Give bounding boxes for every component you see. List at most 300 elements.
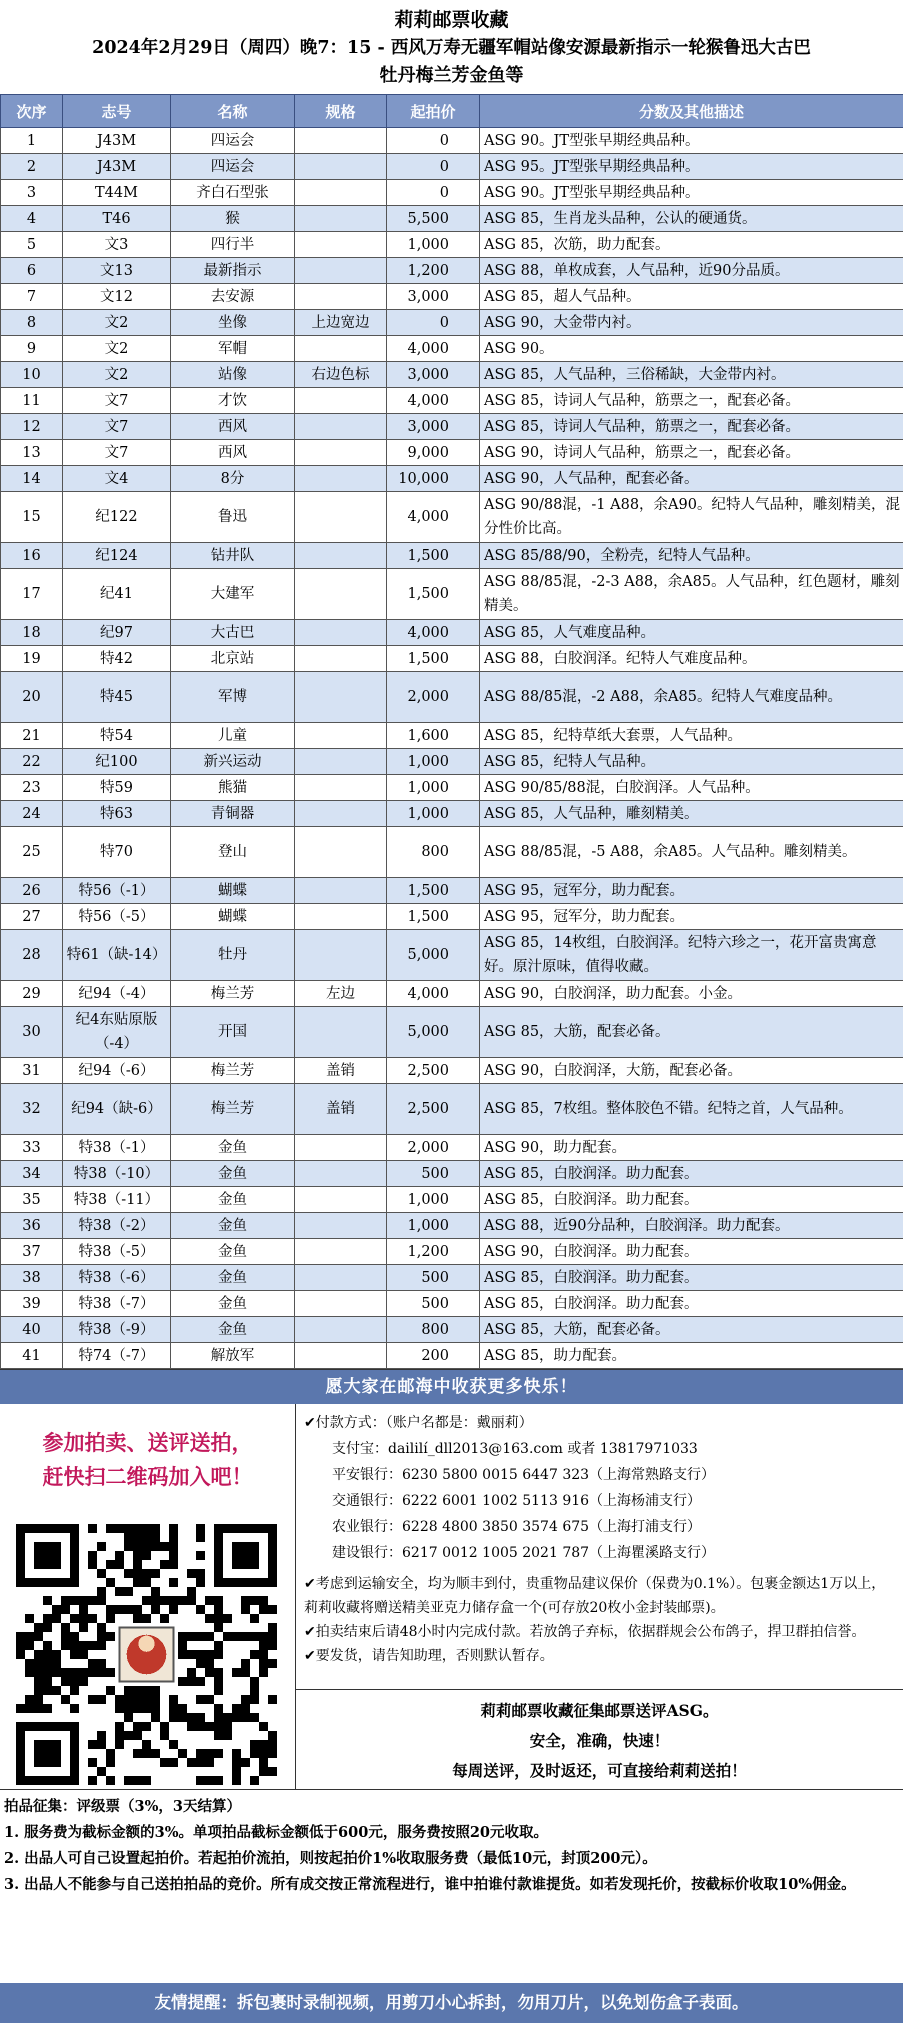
footer-reminder: 友情提醒：拆包裹时录制视频，用剪刀小心拆封，勿用刀片，以免划伤盒子表面。: [0, 1983, 903, 2023]
lot-number-cell: 32: [1, 1084, 63, 1135]
starting-price-cell: 1,000: [387, 801, 480, 827]
collection-notice: [296, 1689, 903, 1789]
stamp-spec-cell: [295, 827, 387, 878]
starting-price-cell: 9,000: [387, 440, 480, 466]
description-cell: ASG 90。JT型张早期经典品种。: [480, 128, 903, 154]
table-row: [1, 232, 903, 258]
note-item: ✔要发货，请告知助理，否则默认暂存。: [304, 1648, 554, 1664]
table-row: [1, 775, 903, 801]
table-row: [1, 1161, 903, 1187]
stamp-name-cell: 登山: [171, 827, 295, 878]
stamp-name-cell: 牡丹: [171, 930, 295, 981]
rule-item: 2. 出品人可自己设置起拍价。若起拍价流拍，则按起拍价1%收取服务费（最低10元，封顶200元）。: [4, 1850, 657, 1867]
column-header: 次序: [1, 95, 63, 128]
lot-number-cell: 19: [1, 646, 63, 672]
stamp-name-cell: 北京站: [171, 646, 295, 672]
banner: 愿大家在邮海中收获更多快乐！: [0, 1369, 903, 1404]
lot-number-cell: 27: [1, 904, 63, 930]
collect-line: 莉莉邮票收藏征集邮票送评ASG。: [480, 1701, 719, 1720]
starting-price-cell: 1,000: [387, 775, 480, 801]
lot-number-cell: 37: [1, 1239, 63, 1265]
stamp-spec-cell: [295, 284, 387, 310]
stamp-spec-cell: [295, 904, 387, 930]
stamp-spec-cell: [295, 878, 387, 904]
stamp-spec-cell: [295, 206, 387, 232]
stamp-code-cell: 特38（-7）: [63, 1291, 171, 1317]
promo-panel: [0, 1404, 296, 1789]
starting-price-cell: 4,000: [387, 492, 480, 543]
starting-price-cell: 1,500: [387, 646, 480, 672]
stamp-spec-cell: [295, 1317, 387, 1343]
lot-number-cell: 5: [1, 232, 63, 258]
stamp-code-cell: J43M: [63, 128, 171, 154]
stamp-name-cell: 钻井队: [171, 543, 295, 569]
column-header: 起拍价: [387, 95, 480, 128]
starting-price-cell: 10,000: [387, 466, 480, 492]
table-row: [1, 1265, 903, 1291]
description-cell: ASG 90。: [480, 336, 903, 362]
description-cell: ASG 85，次筋，助力配套。: [480, 232, 903, 258]
stamp-spec-cell: [295, 723, 387, 749]
stamp-code-cell: 纪124: [63, 543, 171, 569]
lot-number-cell: 3: [1, 180, 63, 206]
table-row: [1, 310, 903, 336]
stamp-code-cell: 纪94（-4）: [63, 981, 171, 1007]
lot-number-cell: 26: [1, 878, 63, 904]
page-header: [0, 0, 903, 94]
stamp-spec-cell: [295, 466, 387, 492]
payment-title: ✔付款方式：（账户名都是：戴丽莉）: [304, 1415, 533, 1431]
stamp-name-cell: 西风: [171, 414, 295, 440]
stamp-code-cell: 文2: [63, 310, 171, 336]
stamp-name-cell: 猴: [171, 206, 295, 232]
page-subtitle-2: 牡丹梅兰芳金鱼等: [379, 65, 524, 86]
bank-account: 平安银行：6230 5800 0015 6447 323（上海常熟路支行）: [332, 1467, 716, 1483]
description-cell: ASG 88，单枚成套，人气品种，近90分品质。: [480, 258, 903, 284]
description-cell: ASG 85，生肖龙头品种，公认的硬通货。: [480, 206, 903, 232]
table-row: [1, 878, 903, 904]
description-cell: ASG 90，助力配套。: [480, 1135, 903, 1161]
lot-number-cell: 30: [1, 1007, 63, 1058]
lot-number-cell: 17: [1, 569, 63, 620]
table-row: [1, 284, 903, 310]
stamp-code-cell: 特38（-5）: [63, 1239, 171, 1265]
lot-number-cell: 8: [1, 310, 63, 336]
collect-line: 安全，准确，快速！: [529, 1731, 670, 1750]
stamp-name-cell: 梅兰芳: [171, 1084, 295, 1135]
lot-number-cell: 23: [1, 775, 63, 801]
description-cell: ASG 85，助力配套。: [480, 1343, 903, 1369]
table-row: [1, 414, 903, 440]
stamp-name-cell: 梅兰芳: [171, 1058, 295, 1084]
starting-price-cell: 200: [387, 1343, 480, 1369]
description-cell: ASG 88/85混，-2-3 A88，余A85。人气品种，红色题材，雕刻精美。: [480, 569, 903, 620]
stamp-code-cell: 特70: [63, 827, 171, 878]
description-cell: ASG 85，人气品种，雕刻精美。: [480, 801, 903, 827]
description-cell: ASG 85，大筋，配套必备。: [480, 1007, 903, 1058]
table-row: [1, 981, 903, 1007]
stamp-spec-cell: [295, 749, 387, 775]
lot-table-body: [1, 128, 903, 1369]
description-cell: ASG 95，冠军分，助力配套。: [480, 878, 903, 904]
description-cell: ASG 85/88/90，全粉壳，纪特人气品种。: [480, 543, 903, 569]
stamp-name-cell: 蝴蝶: [171, 904, 295, 930]
consignment-rules: [0, 1790, 903, 1940]
starting-price-cell: 0: [387, 128, 480, 154]
column-header: 名称: [171, 95, 295, 128]
description-cell: ASG 90，白胶润泽，助力配套。小金。: [480, 981, 903, 1007]
stamp-name-cell: 解放军: [171, 1343, 295, 1369]
description-cell: ASG 90/88混，-1 A88，余A90。纪特人气品种，雕刻精美，混分性价比高。: [480, 492, 903, 543]
table-row: [1, 388, 903, 414]
starting-price-cell: 1,500: [387, 904, 480, 930]
payment-info: [296, 1404, 903, 1566]
description-cell: ASG 85，14枚组，白胶润泽。纪特六珍之一，花开富贵寓意好。原汁原味，值得收藏。: [480, 930, 903, 981]
description-cell: ASG 88，白胶润泽。纪特人气难度品种。: [480, 646, 903, 672]
lot-number-cell: 38: [1, 1265, 63, 1291]
starting-price-cell: 4,000: [387, 620, 480, 646]
stamp-spec-cell: [295, 336, 387, 362]
table-header-row: [1, 95, 903, 128]
description-cell: ASG 85，白胶润泽。助力配套。: [480, 1161, 903, 1187]
table-row: [1, 336, 903, 362]
stamp-spec-cell: [295, 258, 387, 284]
rule-item: 3. 出品人不能参与自己送拍拍品的竞价。所有成交按正常流程进行，谁中拍谁付款谁提货。如若发现托价，按截标价收取10%佣金。: [4, 1876, 856, 1893]
description-cell: ASG 85，诗词人气品种，筋票之一，配套必备。: [480, 388, 903, 414]
description-cell: ASG 85，纪特人气品种。: [480, 749, 903, 775]
stamp-spec-cell: [295, 775, 387, 801]
stamp-spec-cell: [295, 543, 387, 569]
column-header: 规格: [295, 95, 387, 128]
stamp-spec-cell: [295, 1187, 387, 1213]
stamp-spec-cell: 盖销: [295, 1058, 387, 1084]
lot-number-cell: 34: [1, 1161, 63, 1187]
description-cell: ASG 90，人气品种，配套必备。: [480, 466, 903, 492]
table-row: [1, 801, 903, 827]
stamp-code-cell: 特61（缺-14）: [63, 930, 171, 981]
stamp-name-cell: 新兴运动: [171, 749, 295, 775]
stamp-code-cell: 特45: [63, 672, 171, 723]
starting-price-cell: 500: [387, 1265, 480, 1291]
page-title: 莉莉邮票收藏: [394, 9, 509, 31]
starting-price-cell: 0: [387, 154, 480, 180]
note-item: ✔考虑到运输安全，均为顺丰到付，贵重物品建议保价（保费为0.1%）。包裹金额达1万以上，莉莉收藏将赠送精美亚克力储存盒一个(可存放20枚小金封装邮票)。: [304, 1576, 886, 1616]
lot-number-cell: 13: [1, 440, 63, 466]
shipping-notes: [296, 1572, 903, 1668]
lot-number-cell: 12: [1, 414, 63, 440]
stamp-code-cell: 特56（-1）: [63, 878, 171, 904]
alipay-account: 支付宝：daililí_dll2013@163.com 或者 13817971033: [332, 1441, 698, 1457]
description-cell: ASG 85，白胶润泽。助力配套。: [480, 1265, 903, 1291]
starting-price-cell: 1,500: [387, 543, 480, 569]
stamp-name-cell: 金鱼: [171, 1291, 295, 1317]
stamp-code-cell: 纪94（缺-6）: [63, 1084, 171, 1135]
stamp-name-cell: 军帽: [171, 336, 295, 362]
table-row: [1, 362, 903, 388]
stamp-code-cell: 纪100: [63, 749, 171, 775]
stamp-spec-cell: [295, 180, 387, 206]
starting-price-cell: 0: [387, 180, 480, 206]
stamp-code-cell: 文12: [63, 284, 171, 310]
table-row: [1, 672, 903, 723]
note-item: ✔拍卖结束后请48小时内完成付款。若放鸽子弃标，依据群规会公布鸽子，捍卫群拍信誉。: [304, 1624, 866, 1640]
lot-table: [0, 94, 903, 1369]
description-cell: ASG 85，人气难度品种。: [480, 620, 903, 646]
description-cell: ASG 90，白胶润泽。助力配套。: [480, 1239, 903, 1265]
stamp-name-cell: 金鱼: [171, 1135, 295, 1161]
qr-code-icon[interactable]: [16, 1524, 277, 1785]
stamp-code-cell: 文4: [63, 466, 171, 492]
description-cell: ASG 85，纪特草纸大套票，人气品种。: [480, 723, 903, 749]
stamp-spec-cell: [295, 569, 387, 620]
lot-number-cell: 15: [1, 492, 63, 543]
lot-number-cell: 36: [1, 1213, 63, 1239]
table-row: [1, 1007, 903, 1058]
stamp-name-cell: 金鱼: [171, 1265, 295, 1291]
stamp-code-cell: 特38（-6）: [63, 1265, 171, 1291]
lot-number-cell: 16: [1, 543, 63, 569]
stamp-spec-cell: 左边: [295, 981, 387, 1007]
stamp-spec-cell: [295, 801, 387, 827]
description-cell: ASG 88，近90分品种，白胶润泽。助力配套。: [480, 1213, 903, 1239]
stamp-code-cell: 特56（-5）: [63, 904, 171, 930]
description-cell: ASG 90，诗词人气品种，筋票之一，配套必备。: [480, 440, 903, 466]
stamp-code-cell: 特42: [63, 646, 171, 672]
stamp-code-cell: 纪94（-6）: [63, 1058, 171, 1084]
description-cell: ASG 95，冠军分，助力配套。: [480, 904, 903, 930]
lot-number-cell: 6: [1, 258, 63, 284]
starting-price-cell: 800: [387, 1317, 480, 1343]
description-cell: ASG 85，7枚组。整体胶色不错。纪特之首，人气品种。: [480, 1084, 903, 1135]
stamp-name-cell: 青铜器: [171, 801, 295, 827]
lot-number-cell: 25: [1, 827, 63, 878]
stamp-name-cell: 才饮: [171, 388, 295, 414]
stamp-name-cell: 金鱼: [171, 1239, 295, 1265]
table-row: [1, 1239, 903, 1265]
starting-price-cell: 0: [387, 310, 480, 336]
starting-price-cell: 500: [387, 1291, 480, 1317]
table-row: [1, 1084, 903, 1135]
stamp-name-cell: 西风: [171, 440, 295, 466]
stamp-code-cell: 特74（-7）: [63, 1343, 171, 1369]
lot-number-cell: 39: [1, 1291, 63, 1317]
stamp-spec-cell: [295, 1007, 387, 1058]
starting-price-cell: 4,000: [387, 981, 480, 1007]
column-header: 分数及其他描述: [480, 95, 903, 128]
starting-price-cell: 800: [387, 827, 480, 878]
description-cell: ASG 85，大筋，配套必备。: [480, 1317, 903, 1343]
stamp-code-cell: 文3: [63, 232, 171, 258]
description-cell: ASG 85，人气品种，三俗稀缺，大金带内衬。: [480, 362, 903, 388]
table-row: [1, 258, 903, 284]
description-cell: ASG 85，超人气品种。: [480, 284, 903, 310]
stamp-name-cell: 8分: [171, 466, 295, 492]
table-row: [1, 749, 903, 775]
table-row: [1, 569, 903, 620]
table-row: [1, 827, 903, 878]
stamp-code-cell: 特63: [63, 801, 171, 827]
description-cell: ASG 88/85混，-5 A88，余A85。人气品种。雕刻精美。: [480, 827, 903, 878]
lot-number-cell: 20: [1, 672, 63, 723]
stamp-code-cell: T46: [63, 206, 171, 232]
description-cell: ASG 85，诗词人气品种，筋票之一，配套必备。: [480, 414, 903, 440]
table-row: [1, 620, 903, 646]
stamp-name-cell: 四运会: [171, 128, 295, 154]
lot-number-cell: 24: [1, 801, 63, 827]
table-row: [1, 180, 903, 206]
stamp-code-cell: 特38（-10）: [63, 1161, 171, 1187]
promo-text: [0, 1404, 295, 1494]
lot-number-cell: 28: [1, 930, 63, 981]
table-row: [1, 440, 903, 466]
starting-price-cell: 5,000: [387, 930, 480, 981]
lot-number-cell: 1: [1, 128, 63, 154]
lot-number-cell: 14: [1, 466, 63, 492]
stamp-code-cell: 纪4东贴原版（-4）: [63, 1007, 171, 1058]
starting-price-cell: 2,000: [387, 672, 480, 723]
stamp-spec-cell: [295, 492, 387, 543]
starting-price-cell: 2,000: [387, 1135, 480, 1161]
stamp-code-cell: 纪122: [63, 492, 171, 543]
starting-price-cell: 1,000: [387, 1213, 480, 1239]
description-cell: ASG 90，大金带内衬。: [480, 310, 903, 336]
stamp-code-cell: 特38（-2）: [63, 1213, 171, 1239]
stamp-spec-cell: [295, 1161, 387, 1187]
rule-item: 1. 服务费为截标金额的3%。单项拍品截标金额低于600元，服务费按照20元收取。: [4, 1824, 548, 1841]
lot-number-cell: 10: [1, 362, 63, 388]
stamp-name-cell: 大建军: [171, 569, 295, 620]
stamp-spec-cell: 上边宽边: [295, 310, 387, 336]
lot-number-cell: 33: [1, 1135, 63, 1161]
lot-number-cell: 35: [1, 1187, 63, 1213]
table-row: [1, 1058, 903, 1084]
bank-account: 农业银行：6228 4800 3850 3574 675（上海打浦支行）: [332, 1519, 702, 1535]
payment-panel: [296, 1404, 903, 1789]
lot-number-cell: 31: [1, 1058, 63, 1084]
lot-number-cell: 2: [1, 154, 63, 180]
stamp-spec-cell: [295, 154, 387, 180]
stamp-spec-cell: [295, 930, 387, 981]
stamp-spec-cell: 盖销: [295, 1084, 387, 1135]
stamp-name-cell: 金鱼: [171, 1187, 295, 1213]
table-row: [1, 492, 903, 543]
stamp-code-cell: 文7: [63, 440, 171, 466]
stamp-spec-cell: [295, 646, 387, 672]
stamp-spec-cell: [295, 1343, 387, 1369]
promo-line: 参加拍卖、送评送拍，: [42, 1430, 253, 1455]
stamp-name-cell: 四运会: [171, 154, 295, 180]
description-cell: ASG 90，白胶润泽，大筋，配套必备。: [480, 1058, 903, 1084]
stamp-name-cell: 蝴蝶: [171, 878, 295, 904]
stamp-code-cell: 文2: [63, 362, 171, 388]
starting-price-cell: 1,500: [387, 569, 480, 620]
starting-price-cell: 2,500: [387, 1058, 480, 1084]
stamp-name-cell: 金鱼: [171, 1161, 295, 1187]
starting-price-cell: 3,000: [387, 284, 480, 310]
bank-account: 交通银行：6222 6001 1002 5113 916（上海杨浦支行）: [332, 1493, 702, 1509]
description-cell: ASG 88/85混，-2 A88，余A85。纪特人气难度品种。: [480, 672, 903, 723]
table-row: [1, 543, 903, 569]
description-cell: ASG 85，白胶润泽。助力配套。: [480, 1291, 903, 1317]
stamp-spec-cell: [295, 1213, 387, 1239]
stamp-code-cell: 特38（-9）: [63, 1317, 171, 1343]
starting-price-cell: 1,200: [387, 258, 480, 284]
lot-number-cell: 4: [1, 206, 63, 232]
stamp-code-cell: 纪97: [63, 620, 171, 646]
stamp-code-cell: T44M: [63, 180, 171, 206]
stamp-name-cell: 齐白石型张: [171, 180, 295, 206]
promo-line: 赶快扫二维码加入吧！: [42, 1464, 253, 1489]
starting-price-cell: 1,600: [387, 723, 480, 749]
starting-price-cell: 5,500: [387, 206, 480, 232]
stamp-spec-cell: [295, 1265, 387, 1291]
stamp-code-cell: 特38（-1）: [63, 1135, 171, 1161]
stamp-spec-cell: [295, 620, 387, 646]
stamp-spec-cell: [295, 440, 387, 466]
stamp-name-cell: 最新指示: [171, 258, 295, 284]
table-row: [1, 128, 903, 154]
lot-number-cell: 40: [1, 1317, 63, 1343]
collect-line: 每周送评，及时返还，可直接给莉莉送拍！: [452, 1761, 747, 1780]
starting-price-cell: 500: [387, 1161, 480, 1187]
starting-price-cell: 4,000: [387, 336, 480, 362]
stamp-name-cell: 去安源: [171, 284, 295, 310]
stamp-code-cell: J43M: [63, 154, 171, 180]
stamp-name-cell: 儿童: [171, 723, 295, 749]
lot-number-cell: 21: [1, 723, 63, 749]
stamp-spec-cell: [295, 672, 387, 723]
table-row: [1, 723, 903, 749]
table-row: [1, 1213, 903, 1239]
description-cell: ASG 95。JT型张早期经典品种。: [480, 154, 903, 180]
lot-number-cell: 11: [1, 388, 63, 414]
stamp-name-cell: 梅兰芳: [171, 981, 295, 1007]
table-row: [1, 1343, 903, 1369]
page-subtitle: 2024年2月29日（周四）晚7：15 - 西风万寿无疆军帽站像安源最新指示一轮猴鲁迅大古巴: [92, 38, 811, 58]
stamp-name-cell: 军博: [171, 672, 295, 723]
stamp-code-cell: 特59: [63, 775, 171, 801]
stamp-code-cell: 特38（-11）: [63, 1187, 171, 1213]
lot-number-cell: 41: [1, 1343, 63, 1369]
stamp-name-cell: 大古巴: [171, 620, 295, 646]
starting-price-cell: 3,000: [387, 414, 480, 440]
stamp-name-cell: 站像: [171, 362, 295, 388]
lot-number-cell: 9: [1, 336, 63, 362]
table-row: [1, 904, 903, 930]
stamp-spec-cell: [295, 128, 387, 154]
description-cell: ASG 85，白胶润泽。助力配套。: [480, 1187, 903, 1213]
stamp-name-cell: 坐像: [171, 310, 295, 336]
lot-number-cell: 18: [1, 620, 63, 646]
starting-price-cell: 1,200: [387, 1239, 480, 1265]
stamp-spec-cell: [295, 1291, 387, 1317]
rule-item: 拍品征集：评级票（3%，3天结算）: [4, 1798, 241, 1815]
stamp-name-cell: 金鱼: [171, 1317, 295, 1343]
column-header: 志号: [63, 95, 171, 128]
description-cell: ASG 90。JT型张早期经典品种。: [480, 180, 903, 206]
lot-number-cell: 7: [1, 284, 63, 310]
table-row: [1, 1317, 903, 1343]
table-row: [1, 1187, 903, 1213]
starting-price-cell: 1,000: [387, 1187, 480, 1213]
table-row: [1, 1291, 903, 1317]
starting-price-cell: 1,000: [387, 749, 480, 775]
info-section: [0, 1404, 903, 1790]
stamp-spec-cell: [295, 1135, 387, 1161]
lot-number-cell: 22: [1, 749, 63, 775]
stamp-code-cell: 文2: [63, 336, 171, 362]
stamp-code-cell: 纪41: [63, 569, 171, 620]
